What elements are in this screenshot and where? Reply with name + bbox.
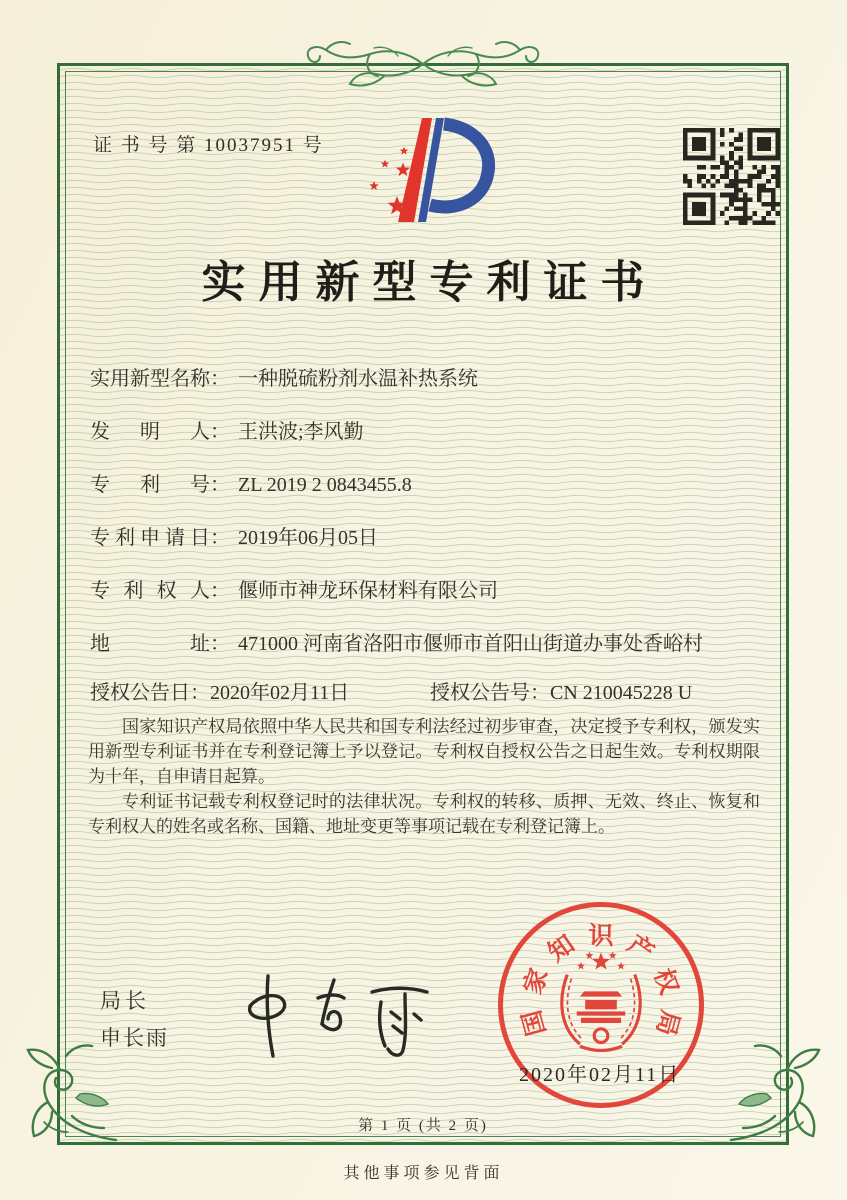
qr-code bbox=[683, 128, 780, 225]
field-value: 王洪波;李风勤 bbox=[238, 421, 364, 443]
field-value: ZL 2019 2 0843455.8 bbox=[238, 474, 412, 496]
legal-text-block bbox=[88, 714, 760, 839]
field-colon: ： bbox=[530, 682, 550, 704]
seal-character: 识 bbox=[588, 923, 614, 950]
corner-flourish-left-icon bbox=[16, 1028, 126, 1146]
director-signature-icon bbox=[222, 968, 437, 1063]
certificate-number: 证 书 号 第 10037951 号 bbox=[93, 135, 324, 156]
field-colon: ： bbox=[210, 633, 230, 655]
field-label: 发明人 bbox=[90, 421, 210, 443]
field-label: 实用新型名称 bbox=[90, 368, 210, 390]
field-row-patentee bbox=[90, 578, 770, 631]
field-value: 471000 河南省洛阳市偃师市首阳山街道办事处香峪村 bbox=[238, 633, 703, 655]
field-colon: ： bbox=[210, 421, 230, 443]
cnipa-logo-icon bbox=[360, 112, 500, 227]
field-label: 专利申请日 bbox=[90, 527, 210, 549]
field-value: 偃师市神龙环保材料有限公司 bbox=[238, 580, 498, 602]
seal-date: 2020年02月11日 bbox=[519, 1064, 681, 1086]
corner-flourish-right-icon bbox=[721, 1028, 831, 1146]
field-colon: ： bbox=[210, 474, 230, 496]
field-row-patent-no bbox=[90, 472, 770, 525]
grant-date-value: 2020年02月11日 bbox=[210, 682, 350, 704]
certificate-title: 实用新型专利证书 bbox=[201, 258, 658, 307]
grant-number-value: CN 210045228 U bbox=[550, 682, 693, 704]
field-value: 一种脱硫粉剂水温补热系统 bbox=[238, 368, 478, 390]
field-colon: ： bbox=[210, 527, 230, 549]
field-label: 专利号 bbox=[90, 474, 210, 496]
field-value: 2019年06月05日 bbox=[238, 527, 378, 549]
grant-date-label: 授权公告日 bbox=[90, 682, 190, 704]
field-colon: ： bbox=[210, 368, 230, 390]
director-name: 申长雨 bbox=[100, 1026, 169, 1050]
director-title: 局长 bbox=[100, 989, 150, 1013]
top-ornament-icon bbox=[288, 34, 558, 92]
field-colon: ： bbox=[190, 682, 210, 704]
seal-character: 局 bbox=[650, 1007, 684, 1039]
field-colon: ： bbox=[210, 580, 230, 602]
field-label: 专利权人 bbox=[90, 580, 210, 602]
back-note: 其他事项参见背面 bbox=[343, 1165, 504, 1182]
page-number: 第 1 页 (共 2 页) bbox=[358, 1118, 488, 1134]
certificate-frame bbox=[57, 63, 789, 1145]
seal-character: 产 bbox=[622, 930, 659, 968]
seal-character: 知 bbox=[543, 930, 580, 968]
legal-paragraph-1: 国家知识产权局依照中华人民共和国专利法经过初步审查，决定授予专利权，颁发实用新型专利证书并在专利登记簿上予以登记。专利权自授权公告之日起生效。专利权期限为十年，自申请日起算。 bbox=[88, 717, 760, 786]
grant-number-label: 授权公告号 bbox=[430, 682, 530, 704]
field-row-inventor bbox=[90, 419, 770, 472]
field-row-name bbox=[90, 366, 770, 419]
field-list bbox=[90, 366, 770, 684]
seal-character: 家 bbox=[519, 965, 554, 998]
seal-character: 权 bbox=[648, 965, 683, 998]
field-row-address bbox=[90, 631, 770, 684]
legal-paragraph-2: 专利证书记载专利权登记时的法律状况。专利权的转移、质押、无效、终止、恢复和专利权人的姓名或名称、国籍、地址变更等事项记载在专利登记簿上。 bbox=[88, 792, 760, 836]
seal-character: 国 bbox=[518, 1007, 552, 1039]
grant-row bbox=[90, 680, 780, 707]
field-row-filing-date bbox=[90, 525, 770, 578]
field-label: 地址 bbox=[90, 633, 210, 655]
